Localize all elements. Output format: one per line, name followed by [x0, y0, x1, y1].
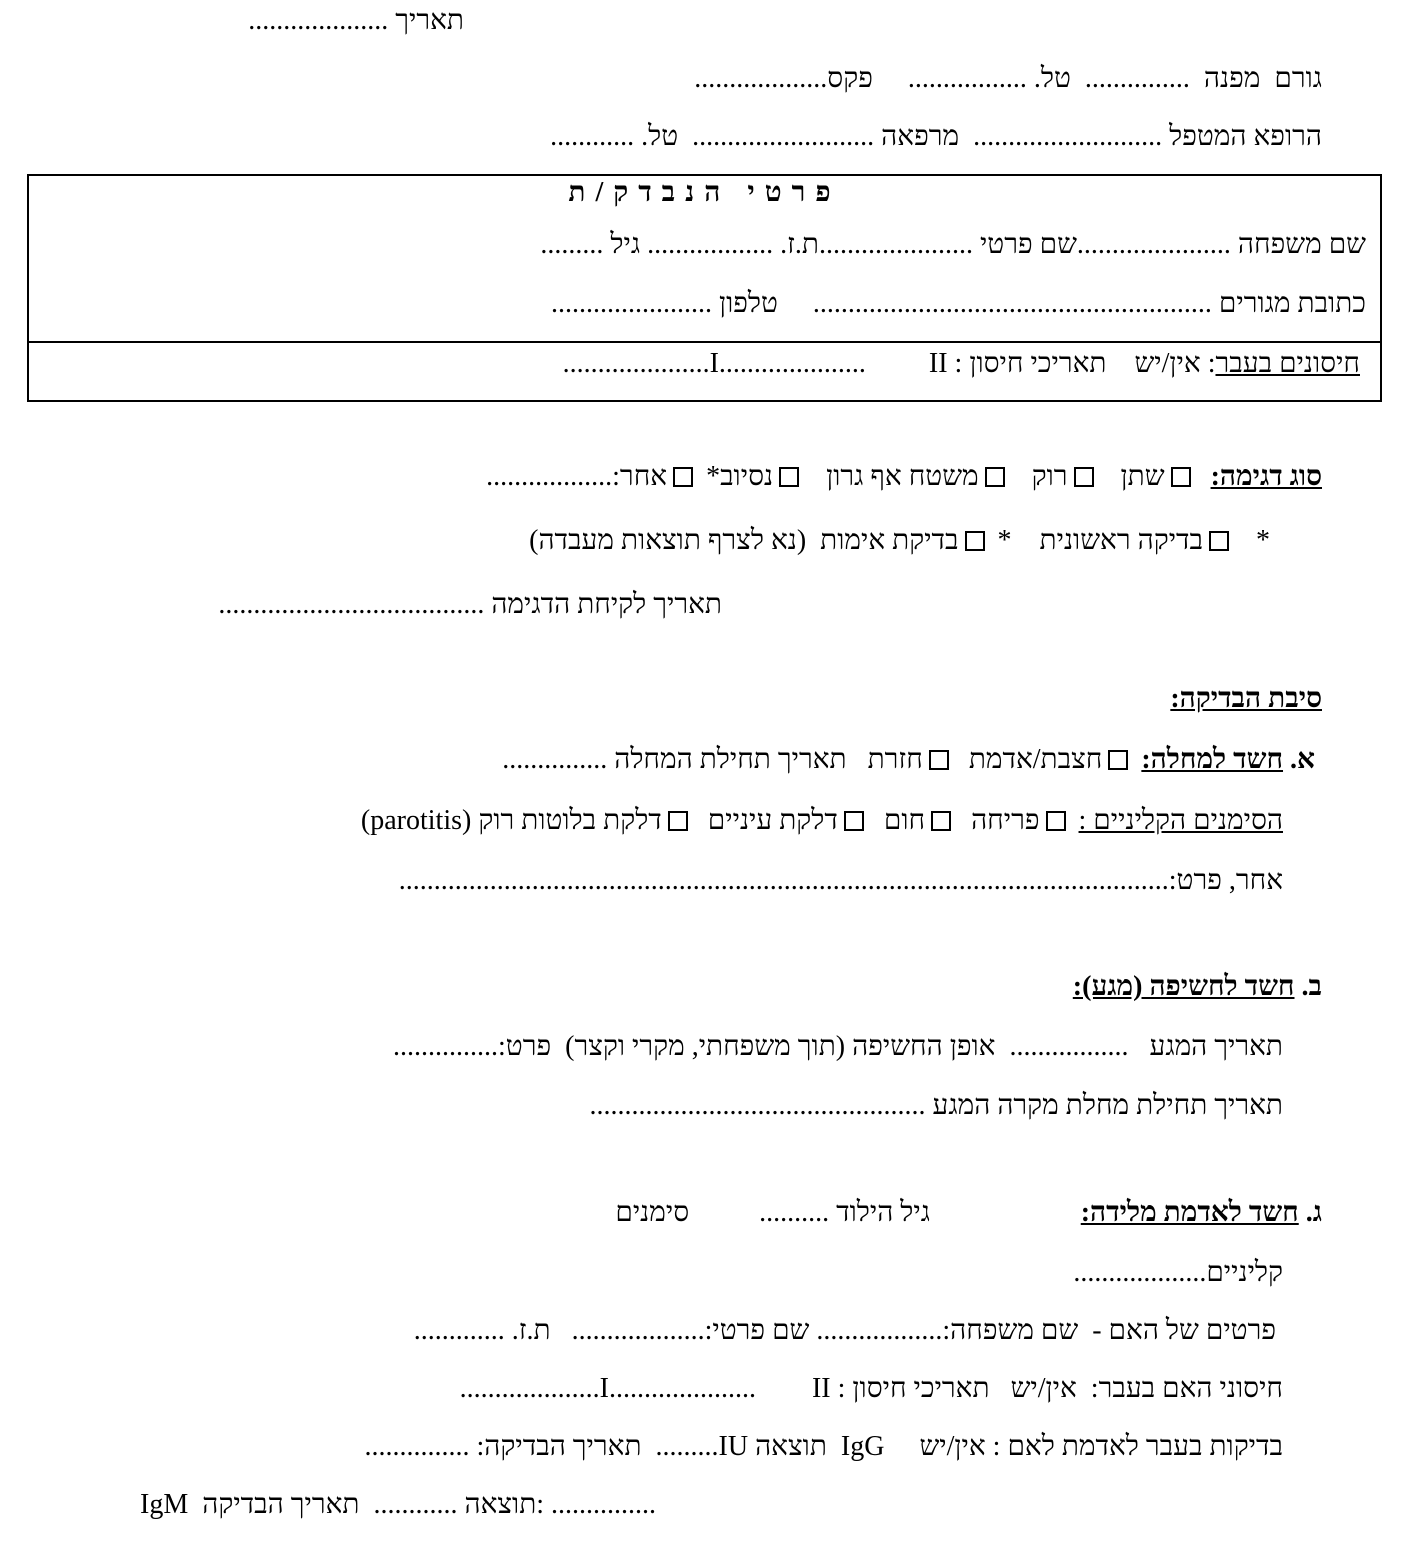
sample-urine-label: שתן	[1120, 461, 1165, 492]
date-text: תאריך ....................	[248, 5, 464, 36]
disease-label: חשד למחלה:	[1141, 744, 1284, 775]
disease-line	[160, 743, 1315, 777]
disease-prefix: א.	[1290, 744, 1315, 775]
fever-label: חום	[883, 805, 926, 836]
vaccination-label: חיסונים בעבר	[1215, 348, 1360, 379]
mother-vaccination-line[interactable]	[175, 1372, 1283, 1406]
clinical-signs-label: הסימנים הקליניים :	[1078, 805, 1283, 836]
mother-igm-line[interactable]	[140, 1488, 818, 1522]
congenital-prefix: ג.	[1305, 1197, 1322, 1228]
sample-serum-checkbox[interactable]	[779, 467, 799, 487]
examinee-title-text: פרטי הנבדק/ת	[568, 177, 841, 208]
disease-onset-text: תאריך תחילת המחלה ...............	[502, 744, 868, 775]
confirm-test-star: *	[997, 525, 1012, 556]
mother-details-line[interactable]	[160, 1314, 1276, 1348]
sample-type-line	[180, 460, 1322, 494]
referrer-line[interactable]	[170, 62, 1322, 96]
first-test-star: *	[1256, 525, 1270, 556]
sample-saliva-label: רוק	[1031, 461, 1068, 492]
sample-date-text: תאריך לקיחת הדגימה ......................................	[218, 589, 722, 620]
exposure-text-1: תאריך המגע ................. אופן החשיפה (תוך משפחתי, מקרי וקצר) פרט:...............	[393, 1031, 1283, 1062]
conjunctivitis-checkbox[interactable]	[844, 811, 864, 831]
clinical-signs-line	[165, 804, 1283, 838]
clinical-text: קליניים...................	[1073, 1257, 1283, 1288]
rash-checkbox[interactable]	[1046, 811, 1066, 831]
newborn-age-text: גיל הילוד .......... סימנים	[615, 1197, 930, 1228]
first-test-label: בדיקה ראשונית	[1039, 525, 1203, 556]
sample-urine-checkbox[interactable]	[1171, 467, 1191, 487]
mother-igg-text: בדיקות בעבר לאדמת לאם : אין/יש IgG תוצאה IU......... תאריך הבדיקה: ...............	[364, 1431, 1283, 1462]
conjunctivitis-label: דלקת עיניים	[707, 805, 838, 836]
reason-heading	[1000, 682, 1322, 716]
sample-other-label: אחר:..................	[486, 461, 668, 492]
measles-rubella-label: חצבת/אדמת	[968, 744, 1103, 775]
exposure-text-2: תאריך תחילת מחלת מקרה המגע ................................................	[589, 1090, 1283, 1121]
exposure-line-1[interactable]	[183, 1030, 1283, 1064]
examinee-title	[27, 176, 1382, 210]
disease-other-line[interactable]	[210, 864, 1283, 898]
disease-other-text: אחר, פרט:..............................................................................................................	[398, 865, 1283, 896]
reason-label: סיבת הבדיקה:	[1170, 683, 1322, 714]
sample-serum-label: נסיוב*	[706, 461, 774, 492]
exposure-label: חשד לחשיפה (מגע):	[1072, 971, 1295, 1002]
confirm-test-checkbox[interactable]	[965, 531, 985, 551]
exposure-heading	[1000, 970, 1322, 1004]
date-line[interactable]	[160, 4, 464, 38]
clinical-line[interactable]	[850, 1256, 1283, 1290]
congenital-label: חשד לאדמת מלידה:	[1080, 1197, 1299, 1228]
newborn-age-line[interactable]	[520, 1196, 930, 1230]
mother-vaccination-text: חיסוני האם בעבר: אין/יש תאריכי חיסון : I..................... II....................	[459, 1373, 1283, 1404]
mumps-label: חזרת	[867, 744, 923, 775]
first-test-checkbox[interactable]	[1209, 531, 1229, 551]
vaccination-line[interactable]	[300, 347, 1360, 381]
sample-date-line[interactable]	[170, 588, 722, 622]
rash-label: פריחה	[971, 805, 1040, 836]
measles-rubella-checkbox[interactable]	[1108, 750, 1128, 770]
mumps-checkbox[interactable]	[929, 750, 949, 770]
mother-details-text: פרטים של האם - שם משפחה:.................. שם פרטי:................... ת.ז. .............	[413, 1315, 1276, 1346]
mother-igm-text: IgM תוצאה ............ תאריך הבדיקה: ...............	[140, 1489, 657, 1520]
parotitis-checkbox[interactable]	[668, 811, 688, 831]
parotitis-label: דלקת בלוטות רוק (parotitis)	[360, 805, 662, 836]
test-kind-line	[350, 524, 1270, 558]
exposure-prefix: ב.	[1301, 971, 1322, 1002]
referrer-text: גורם מפנה ............... טל. ................. פקס...................	[694, 63, 1322, 94]
examinee-name-line[interactable]	[70, 228, 1366, 262]
congenital-heading	[1000, 1196, 1322, 1230]
sample-swab-label: משטח אף גרון	[826, 461, 979, 492]
sample-swab-checkbox[interactable]	[985, 467, 1005, 487]
mother-igg-line[interactable]	[140, 1430, 1283, 1464]
confirm-test-label: בדיקת אימות (נא לצרף תוצאות מעבדה)	[529, 525, 959, 556]
doctor-line[interactable]	[175, 120, 1322, 154]
sample-type-label: סוג דגימה:	[1210, 461, 1322, 492]
examinee-separator	[27, 341, 1382, 343]
sample-other-checkbox[interactable]	[673, 467, 693, 487]
fever-checkbox[interactable]	[931, 811, 951, 831]
sample-saliva-checkbox[interactable]	[1074, 467, 1094, 487]
vaccination-text: : אין/יש תאריכי חיסון : I..................... II.....................	[562, 348, 1216, 379]
doctor-text: הרופא המטפל ........................... מרפאה .......................... טל. ............	[550, 121, 1322, 152]
examinee-name-text: שם משפחה ......................שם פרטי ......................ת.ז. .................. גיל .........	[540, 229, 1366, 260]
examinee-address-line[interactable]	[80, 287, 1366, 321]
examinee-address-text: כתובת מגורים ......................................................... טלפון .......................	[550, 288, 1366, 319]
exposure-line-2[interactable]	[575, 1089, 1283, 1123]
